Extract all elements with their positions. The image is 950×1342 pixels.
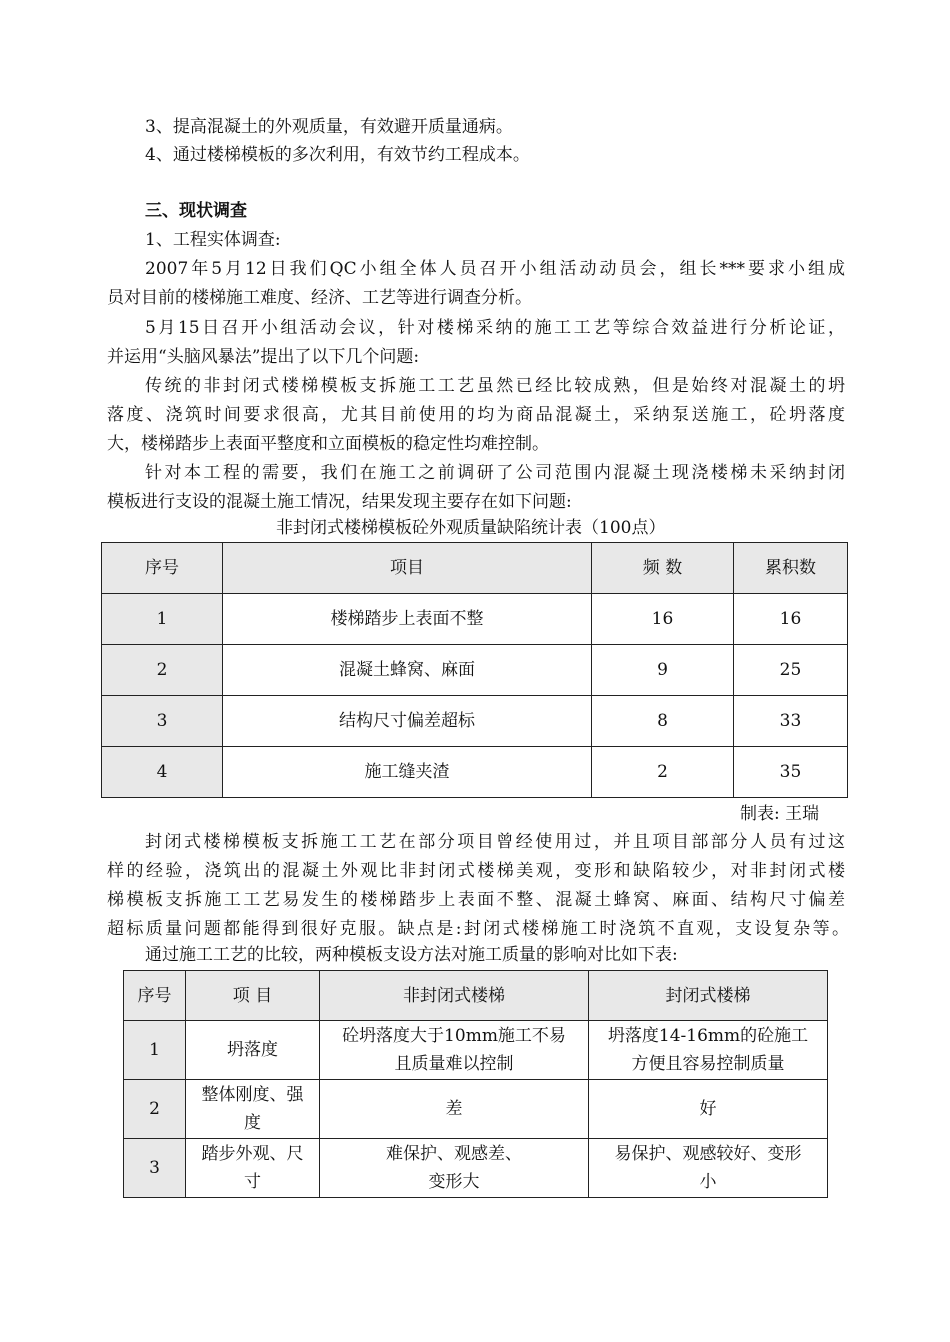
paragraph-line: 超标质量问题都能得到很好克服。缺点是:封闭式楼梯施工时浇筑不直观，支设复杂等。 (107, 919, 849, 939)
table-row (102, 645, 848, 696)
row-cumulative: 16 (734, 594, 848, 645)
row-frequency: 16 (592, 594, 734, 645)
table-caption: 非封闭式楼梯模板砼外观质量缺陷统计表（100点） (276, 518, 666, 538)
row-open-stair (320, 1139, 589, 1198)
header-cell: 项 目 (186, 971, 320, 1021)
row-number: 4 (102, 747, 223, 798)
subsection-title: 1、工程实体调查: (145, 230, 281, 250)
row-cumulative: 25 (734, 645, 848, 696)
cell-line: 度 (244, 1113, 261, 1133)
paragraph-line: 模板进行支设的混凝土施工情况，结果发现主要存在如下问题: (107, 492, 572, 512)
cell-line: 方便且容易控制质量 (631, 1054, 785, 1074)
header-cell: 序号 (124, 971, 186, 1021)
table-header-row (102, 543, 848, 594)
cell-line: 寸 (244, 1172, 261, 1192)
cell-line: 砼坍落度大于10mm施工不易 (342, 1026, 566, 1046)
row-item (186, 1139, 320, 1198)
table-row (102, 594, 848, 645)
row-number: 1 (102, 594, 223, 645)
row-closed-stair (589, 1139, 828, 1198)
row-closed-stair (589, 1021, 828, 1080)
table-row (102, 747, 848, 798)
row-number: 2 (124, 1080, 186, 1139)
paragraph-line: 2007年5月12日我们QC小组全体人员召开小组活动动员会，组长***要求小组成 (145, 259, 845, 279)
cell-line: 且质量难以控制 (394, 1054, 514, 1074)
table-row (102, 696, 848, 747)
table-row (124, 1021, 828, 1080)
intro-item: 3、提高混凝土的外观质量，有效避开质量通病。 (145, 117, 513, 137)
comparison-table (123, 970, 828, 1198)
section-heading: 三、现状调查 (145, 201, 247, 221)
paragraph-line: 5月15日召开小组活动会议，针对楼梯采纳的施工工艺等综合效益进行分析论证， (145, 318, 845, 338)
header-cell: 累积数 (734, 543, 848, 594)
paragraph-line: 针对本工程的需要，我们在施工之前调研了公司范围内混凝土现浇楼梯未采纳封闭 (145, 463, 845, 483)
header-cell: 项目 (223, 543, 592, 594)
table-row (124, 1080, 828, 1139)
intro-item: 4、通过楼梯模板的多次利用，有效节约工程成本。 (145, 145, 530, 165)
cell-line: 好 (699, 1099, 717, 1119)
cell-line: 难保护、观感差、 (386, 1144, 522, 1164)
cell-line: 坍落度14-16mm的砼施工 (607, 1026, 809, 1046)
defect-statistics-table (101, 542, 848, 798)
paragraph-line: 通过施工工艺的比较，两种模板支设方法对施工质量的影响对比如下表: (145, 945, 678, 965)
cell-line: 易保护、观感较好、变形 (614, 1144, 802, 1164)
cell-line: 踏步外观、尺 (201, 1144, 304, 1164)
header-cell: 非封闭式楼梯 (320, 971, 589, 1021)
row-number: 3 (124, 1139, 186, 1198)
row-frequency: 8 (592, 696, 734, 747)
paragraph-line: 封闭式楼梯模板支拆施工工艺在部分项目曾经使用过，并且项目部部分人员有过这 (145, 832, 845, 852)
row-frequency: 9 (592, 645, 734, 696)
row-item (186, 1080, 320, 1139)
row-cumulative: 35 (734, 747, 848, 798)
cell-line: 差 (445, 1099, 463, 1119)
cell-line: 整体刚度、强 (201, 1085, 304, 1105)
table-row (124, 1139, 828, 1198)
header-cell: 封闭式楼梯 (589, 971, 828, 1021)
row-open-stair (320, 1021, 589, 1080)
row-number: 3 (102, 696, 223, 747)
row-item: 混凝土蜂窝、麻面 (223, 645, 592, 696)
row-item: 结构尺寸偏差超标 (223, 696, 592, 747)
table-header-row (124, 971, 828, 1021)
row-item: 楼梯踏步上表面不整 (223, 594, 592, 645)
paragraph-line: 传统的非封闭式楼梯模板支拆施工工艺虽然已经比较成熟，但是始终对混凝土的坍 (145, 376, 845, 396)
row-cumulative: 33 (734, 696, 848, 747)
paragraph-line: 并运用“头脑风暴法”提出了以下几个问题: (107, 347, 420, 367)
row-frequency: 2 (592, 747, 734, 798)
paragraph-line: 落度、浇筑时间要求很高，尤其目前使用的均为商品混凝土，采纳泵送施工，砼坍落度 (107, 405, 845, 425)
header-cell: 频 数 (592, 543, 734, 594)
row-item (186, 1021, 320, 1080)
row-number: 2 (102, 645, 223, 696)
paragraph-line: 样的经验，浇筑出的混凝土外观比非封闭式楼梯美观，变形和缺陷较少，对非封闭式楼 (107, 861, 845, 881)
row-closed-stair (589, 1080, 828, 1139)
row-item: 施工缝夹渣 (223, 747, 592, 798)
row-number: 1 (124, 1021, 186, 1080)
paragraph-line: 员对目前的楼梯施工难度、经济、工艺等进行调查分析。 (107, 288, 532, 308)
cell-line: 变形大 (428, 1172, 480, 1192)
paragraph-line: 大，楼梯踏步上表面平整度和立面模板的稳定性均难控制。 (107, 434, 549, 454)
cell-line: 坍落度 (227, 1040, 278, 1060)
row-open-stair (320, 1080, 589, 1139)
paragraph-line: 梯模板支拆施工工艺易发生的楼梯踏步上表面不整、混凝土蜂窝、麻面、结构尺寸偏差 (107, 890, 845, 910)
cell-line: 小 (699, 1172, 717, 1192)
header-cell: 序号 (102, 543, 223, 594)
table-maker: 制表: 王瑞 (740, 804, 820, 824)
